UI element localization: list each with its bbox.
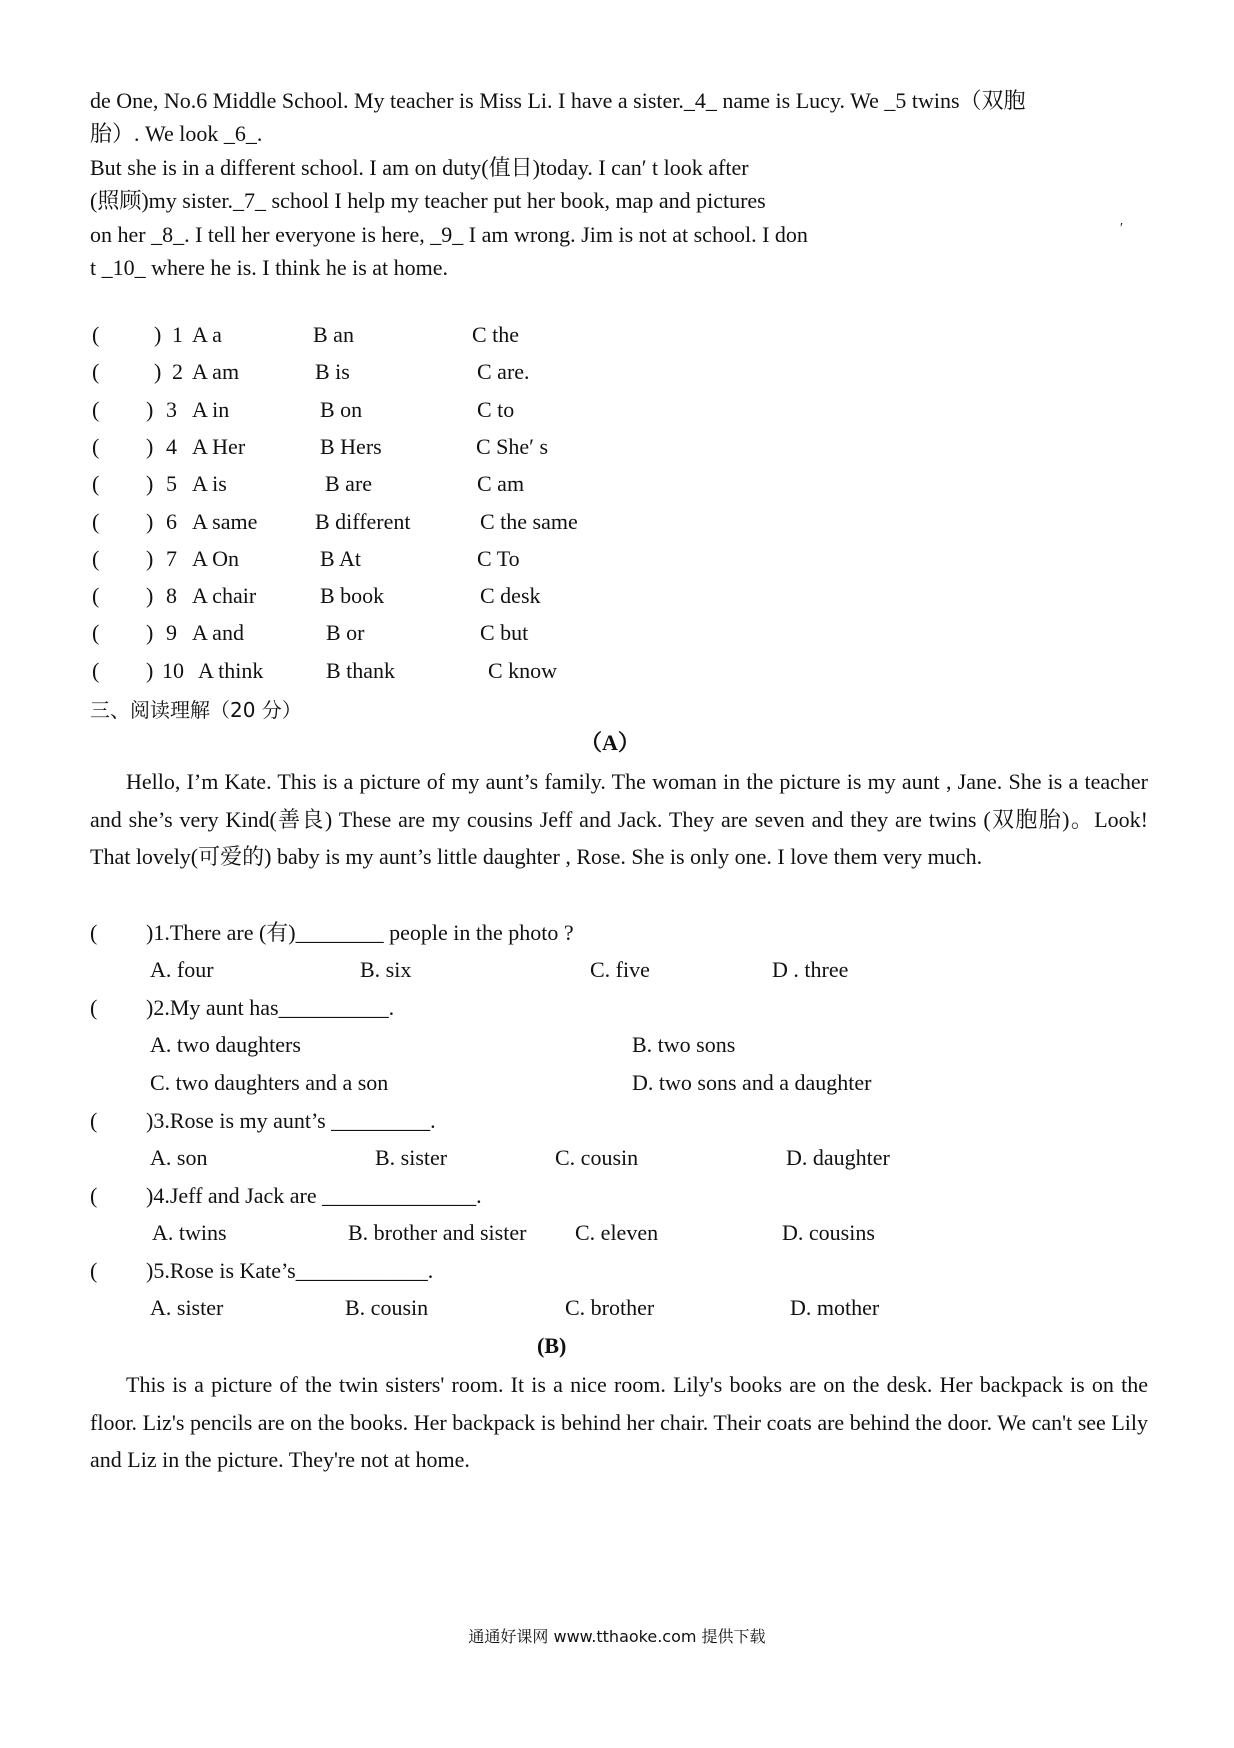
section-title: 三、阅读理解（20 分） (90, 698, 302, 722)
option-a: A chair (192, 583, 257, 609)
answer-paren-open: ( (92, 396, 100, 422)
option-b: B. brother and sister (348, 1220, 527, 1245)
option-b: B an (313, 322, 354, 347)
option-c: C are. (477, 359, 530, 385)
option-a: A same (192, 508, 258, 534)
option-d: D. two sons and a daughter (632, 1070, 872, 1095)
answer-paren-open: ( (92, 471, 100, 497)
question-number: 7 (166, 545, 177, 571)
option-a: A am (192, 359, 240, 385)
question-number: 6 (166, 508, 177, 534)
question-stem: )5.Rose is Kate’s____________. (146, 1258, 434, 1283)
answer-paren-open: ( (92, 545, 100, 571)
answer-paren-open: ( (90, 1258, 98, 1283)
option-c: C but (480, 620, 529, 646)
answer-paren-open: ( (92, 620, 100, 646)
answer-paren-close: ) (146, 396, 154, 422)
option-a: A. twins (152, 1220, 227, 1245)
cloze-line-3: But she is in a different school. I am on duty(值日)today. I can′ t look after (90, 155, 749, 180)
question-number: 10 (162, 657, 184, 683)
option-a: A is (192, 471, 227, 497)
question-stem: )1.There are (有)________ people in the photo ? (146, 920, 574, 945)
part-b-heading: (B) (537, 1333, 567, 1358)
option-b: B thank (326, 657, 396, 683)
answer-paren-open: ( (92, 508, 100, 534)
answer-paren-close: ) (146, 620, 154, 646)
answer-paren-open: ( (92, 359, 100, 385)
footer-credit: 通通好课网 www.tthaoke.com 提供下载 (468, 1627, 766, 1646)
option-b: B is (315, 359, 350, 385)
answer-paren-open: ( (92, 583, 100, 609)
option-c: C To (477, 545, 520, 571)
part-a-passage: Hello, I’m Kate. This is a picture of my aunt’s family. The woman in the picture is my aunt , Jane. She is a teacher and she’s very Kind(善良) These are my cousins Jeff and Jack. They are seven and they are twins (双胞胎)。Look! That lovely(可爱的) baby is my aunt’s little daughter , Rose. She is only one. I love them very much. (90, 769, 1148, 869)
option-d: D. cousins (782, 1220, 875, 1245)
option-c: C know (488, 657, 558, 683)
option-b: B are (325, 471, 373, 497)
question-number: 8 (166, 583, 177, 609)
option-c: C to (477, 396, 515, 422)
option-b: B. two sons (632, 1032, 736, 1057)
answer-paren-close: ) (146, 471, 154, 497)
answer-paren-close: ) (146, 583, 154, 609)
option-c: C am (477, 471, 525, 497)
question-number: 3 (166, 396, 177, 422)
question-number: 2 (172, 359, 183, 385)
answer-paren-open: ( (90, 995, 98, 1020)
option-c: C the same (480, 508, 578, 534)
option-b: B Hers (320, 433, 382, 459)
answer-paren-open: ( (92, 657, 100, 683)
option-c: C She′ s (476, 433, 549, 459)
cloze-line-1: de One, No.6 Middle School. My teacher is Miss Li. I have a sister._4_ name is Lucy. We _5 twins（双胞 (90, 88, 1026, 113)
option-a: A. sister (150, 1295, 224, 1320)
question-stem: )4.Jeff and Jack are ______________. (146, 1183, 482, 1208)
option-a: A think (198, 657, 264, 683)
option-b: B different (315, 508, 411, 534)
answer-paren-open: ( (92, 433, 100, 459)
part-b-passage: This is a picture of the twin sisters' room. It is a nice room. Lily's books are on the desk. Her backpack is on the floor. Liz's pencils are on the books. Her backpack is behind her chair. Their coats are behind the door. We can't see Lily and Liz in the picture. They're not at home. (90, 1372, 1148, 1472)
option-a: A. four (150, 957, 214, 982)
option-d: D. mother (790, 1295, 880, 1320)
option-b: B or (326, 620, 365, 646)
option-b: B At (320, 545, 361, 571)
question-number: 1 (172, 322, 183, 347)
option-a: A. son (150, 1145, 208, 1170)
option-c: C. two daughters and a son (150, 1070, 389, 1095)
stray-mark: ′ (1120, 221, 1124, 236)
answer-paren-close: ) (146, 508, 154, 534)
option-a: A Her (192, 433, 246, 459)
option-b: B. cousin (345, 1295, 429, 1320)
option-a: A and (192, 620, 244, 646)
cloze-line-2: 胎）. We look _6_. (90, 121, 263, 146)
option-a: A. two daughters (150, 1032, 301, 1057)
option-a: A in (192, 396, 230, 422)
option-b: B on (320, 396, 363, 422)
cloze-line-6: t _10_ where he is. I think he is at home. (90, 255, 449, 280)
answer-paren-close: ) (154, 322, 162, 347)
answer-paren-close: ) (154, 359, 162, 385)
option-b: B. six (360, 957, 412, 982)
option-a: A a (192, 322, 222, 347)
option-a: A On (192, 545, 240, 571)
option-d: D . three (772, 957, 849, 982)
answer-paren-open: ( (90, 920, 98, 945)
cloze-line-4: (照顾)my sister._7_ school I help my teacher put her book, map and pictures (90, 188, 766, 213)
answer-paren-open: ( (92, 322, 100, 347)
answer-paren-open: ( (90, 1183, 98, 1208)
question-number: 4 (166, 433, 177, 459)
option-c: C. brother (565, 1295, 655, 1320)
option-c: C. cousin (555, 1145, 639, 1170)
option-b: B. sister (375, 1145, 448, 1170)
answer-paren-open: ( (90, 1108, 98, 1133)
answer-paren-close: ) (146, 657, 154, 683)
option-d: D. daughter (786, 1145, 890, 1170)
answer-paren-close: ) (146, 433, 154, 459)
question-number: 9 (166, 620, 177, 646)
answer-paren-close: ) (146, 545, 154, 571)
question-stem: )2.My aunt has__________. (146, 995, 395, 1020)
option-b: B book (320, 583, 385, 609)
cloze-line-5: on her _8_. I tell her everyone is here, _9_ I am wrong. Jim is not at school. I don (90, 222, 808, 247)
question-number: 5 (166, 471, 177, 497)
option-c: C the (472, 322, 520, 347)
part-a-heading: （A） (580, 730, 640, 755)
option-c: C desk (480, 583, 541, 609)
question-stem: )3.Rose is my aunt’s _________. (146, 1108, 436, 1133)
option-c: C. eleven (575, 1220, 659, 1245)
option-c: C. five (590, 957, 650, 982)
